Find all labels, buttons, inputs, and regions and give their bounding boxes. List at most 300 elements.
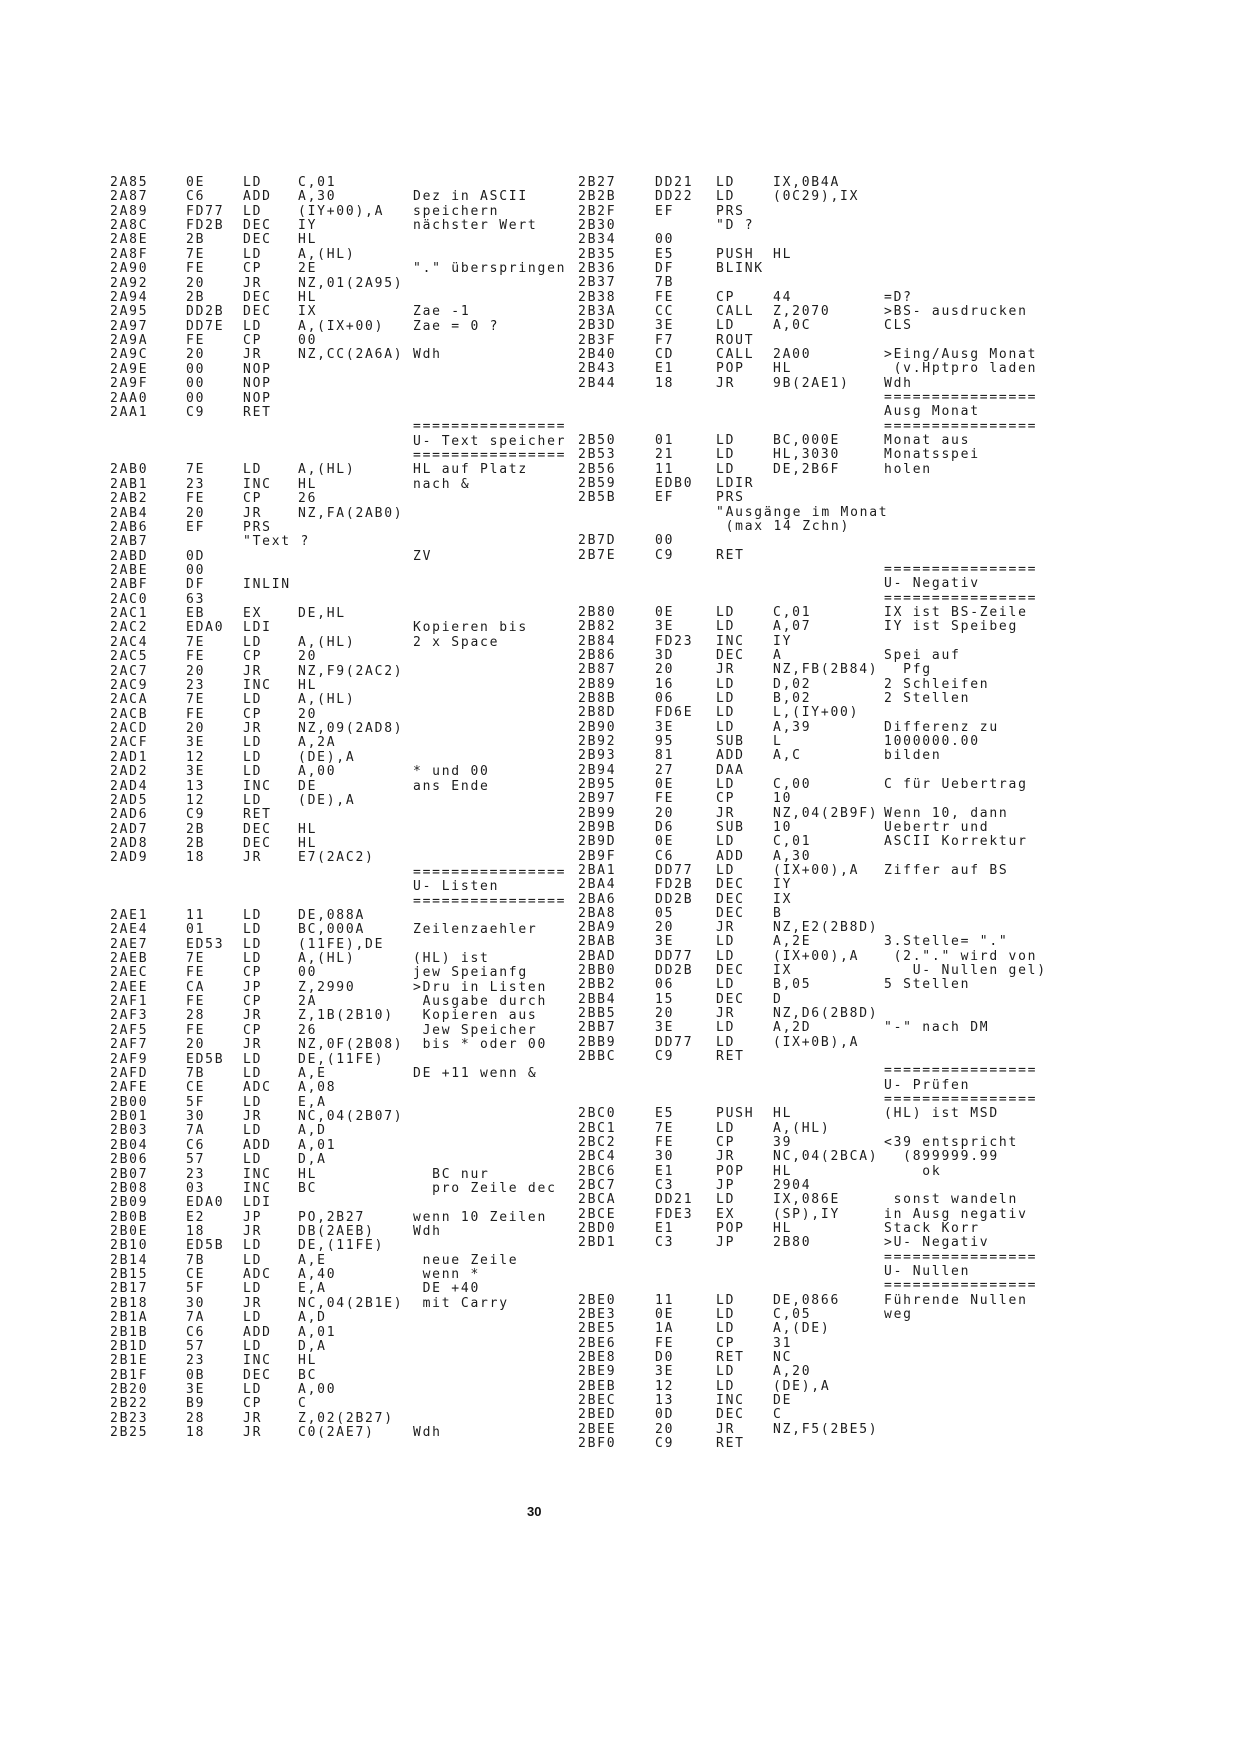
address-cell: 2BA9 <box>578 920 617 936</box>
listing-line <box>110 765 580 780</box>
address-cell: 2B93 <box>578 748 617 764</box>
comment-cell: Differenz zu <box>884 719 999 735</box>
address-cell: 2B44 <box>578 375 617 391</box>
comment-cell: ok <box>884 1163 942 1179</box>
address-cell: 2AF9 <box>110 1051 149 1067</box>
operand-cell: A,00 <box>298 1382 337 1398</box>
listing-line <box>578 878 1228 893</box>
opcode-cell: 18 <box>186 1425 206 1441</box>
comment-cell: ASCII Korrektur <box>884 834 1028 850</box>
opcode-cell: FE <box>655 1135 675 1151</box>
operand-cell: C,01 <box>298 175 337 190</box>
operand-cell: IY <box>298 218 318 234</box>
operand-cell: HL <box>298 821 318 837</box>
address-cell: 2AD5 <box>110 792 149 808</box>
address-cell: 2BA1 <box>578 862 617 878</box>
address-cell: 2A8E <box>110 232 149 248</box>
mnemonic-cell: DEC <box>243 218 272 234</box>
mnemonic-cell: PUSH <box>716 1106 755 1122</box>
listing-line <box>110 1297 580 1312</box>
opcode-cell: 0D <box>655 1407 675 1423</box>
address-cell: 2BE9 <box>578 1364 617 1380</box>
mnemonic-cell: LD <box>243 203 263 219</box>
address-cell: 2AC7 <box>110 663 149 679</box>
operand-cell: A,2D <box>773 1020 812 1036</box>
comment-cell: 2 Schleifen <box>884 676 990 692</box>
operand-cell: HL <box>298 1166 318 1182</box>
opcode-cell: 2B <box>186 821 206 837</box>
comment-cell: wenn * <box>413 1267 481 1283</box>
address-cell: 2BAD <box>578 948 617 964</box>
mnemonic-cell: RET <box>716 1436 745 1452</box>
mnemonic-cell: CP <box>243 333 263 349</box>
mnemonic-cell: JR <box>243 1008 263 1024</box>
comment-cell: Zae -1 <box>413 304 471 320</box>
operand-cell: L <box>773 733 783 749</box>
opcode-cell: 0E <box>186 175 206 190</box>
comment-cell: (2."." wird von <box>884 948 1038 964</box>
comment-cell: Jew Speicher <box>413 1022 538 1038</box>
opcode-cell: 57 <box>186 1338 206 1354</box>
mnemonic-cell: JR <box>243 1037 263 1053</box>
comment-cell: Monatsspei <box>884 447 980 463</box>
mnemonic-cell: LD <box>716 432 736 448</box>
operand-cell: DE <box>773 1393 793 1409</box>
operand-cell: NZ,09(2AD8) <box>298 721 404 737</box>
mnemonic-cell: JR <box>243 1224 263 1239</box>
opcode-cell: 2B <box>186 232 206 248</box>
listing-line <box>578 1380 1228 1395</box>
mnemonic-cell: POP <box>716 1221 745 1237</box>
mnemonic-cell: LD <box>243 907 263 923</box>
mnemonic-cell: ROUT <box>716 332 755 348</box>
opcode-cell: 12 <box>186 792 206 808</box>
mnemonic-cell: LD <box>243 318 263 334</box>
comment-cell: Wdh <box>413 1425 442 1441</box>
address-cell: 2BCE <box>578 1206 617 1222</box>
operand-cell: A,30 <box>298 189 337 205</box>
operand-cell: C,05 <box>773 1307 812 1323</box>
opcode-cell: 3D <box>655 647 675 663</box>
opcode-cell: FE <box>655 1335 675 1351</box>
opcode-cell: C9 <box>655 547 675 563</box>
mnemonic-cell: LD <box>243 1338 263 1354</box>
listing-line <box>110 1326 580 1341</box>
address-cell: 2AB1 <box>110 476 149 492</box>
comment-cell: nächster Wert <box>413 218 538 234</box>
comment-cell: mit Carry <box>413 1295 509 1311</box>
comment-cell: ================ <box>884 389 1038 405</box>
comment-cell: U- Listen <box>413 879 500 895</box>
opcode-cell: E5 <box>655 246 675 262</box>
address-cell: 2B08 <box>110 1180 149 1196</box>
opcode-cell: 0E <box>655 776 675 792</box>
mnemonic-cell: ADD <box>243 189 272 205</box>
opcode-cell: 05 <box>655 905 675 921</box>
address-cell: 2BC6 <box>578 1163 617 1179</box>
listing-line <box>110 808 580 823</box>
address-cell: 2AF1 <box>110 994 149 1010</box>
listing-line <box>578 491 1228 506</box>
operand-cell: D,02 <box>773 676 812 692</box>
comment-cell: Zae = 0 ? <box>413 318 500 334</box>
operand-cell: A,(HL) <box>298 950 356 966</box>
address-cell: 2AEB <box>110 950 149 966</box>
address-cell: 2B06 <box>110 1152 149 1168</box>
operand-cell: (SP),IY <box>773 1206 841 1222</box>
operand-cell: B,05 <box>773 977 812 993</box>
address-cell: 2BE8 <box>578 1350 617 1366</box>
mnemonic-cell: LD <box>716 676 736 692</box>
mnemonic-cell: CP <box>716 791 736 807</box>
opcode-cell: 20 <box>186 1037 206 1053</box>
address-cell: 2B50 <box>578 432 617 448</box>
address-cell: 2B53 <box>578 447 617 463</box>
opcode-cell: FE <box>655 289 675 305</box>
opcode-cell: ED5B <box>186 1238 225 1254</box>
listing-line <box>110 751 580 766</box>
address-cell: 2B15 <box>110 1267 149 1283</box>
address-cell: 2AC5 <box>110 649 149 665</box>
address-cell: 2AC1 <box>110 606 149 622</box>
mnemonic-cell: DEC <box>716 963 745 979</box>
address-cell: 2BB0 <box>578 963 617 979</box>
mnemonic-cell: NOP <box>243 361 272 377</box>
mnemonic-cell: DEC <box>716 991 745 1007</box>
comment-cell: Stack Korr <box>884 1221 980 1237</box>
mnemonic-cell: BLINK <box>716 260 764 276</box>
operand-cell: IX <box>773 963 793 979</box>
opcode-cell: 11 <box>186 907 206 923</box>
comment-cell: holen <box>884 461 932 477</box>
listing-line <box>578 1036 1228 1051</box>
comment-cell: U- Nullen <box>884 1264 971 1280</box>
operand-cell: (IY+00),A <box>298 203 385 219</box>
listing-line <box>578 477 1228 492</box>
address-cell: 2B86 <box>578 647 617 663</box>
opcode-cell: 3E <box>655 1364 675 1380</box>
address-cell: 2BC7 <box>578 1178 617 1194</box>
comment-cell: * und 00 <box>413 764 490 780</box>
listing-line <box>110 1383 580 1398</box>
listing-line <box>110 550 580 565</box>
mnemonic-cell: LD <box>243 1310 263 1326</box>
comment-cell: ================ <box>413 419 567 435</box>
opcode-cell: FD6E <box>655 705 694 721</box>
listing-line <box>110 478 580 493</box>
listing-line <box>578 262 1228 277</box>
operand-cell: HL <box>298 289 318 305</box>
operand-cell: NZ,0F(2B08) <box>298 1037 404 1053</box>
operand-cell: C <box>298 1396 308 1412</box>
address-cell: 2B0E <box>110 1224 149 1239</box>
opcode-cell: EDB0 <box>655 475 694 491</box>
address-cell: 2B43 <box>578 361 617 377</box>
operand-cell: E,A <box>298 1281 327 1297</box>
address-cell: 2ACF <box>110 735 149 751</box>
opcode-cell: 7A <box>186 1123 206 1139</box>
mnemonic-cell: JR <box>716 1149 736 1165</box>
mnemonic-cell: DEC <box>716 891 745 907</box>
operand-cell: A,30 <box>773 848 812 864</box>
address-cell: 2AD6 <box>110 807 149 823</box>
listing-line <box>578 1165 1228 1180</box>
address-cell: 2AB7 <box>110 534 149 550</box>
comment-cell: U- Negativ <box>884 576 980 592</box>
operand-cell: C0(2AE7) <box>298 1425 375 1441</box>
opcode-cell: 11 <box>655 1292 675 1308</box>
mnemonic-cell: LD <box>243 1152 263 1168</box>
opcode-cell: DD77 <box>655 1034 694 1050</box>
mnemonic-cell: JR <box>243 1425 263 1441</box>
operand-cell: IY <box>773 633 793 649</box>
opcode-cell: DD21 <box>655 1192 694 1208</box>
opcode-cell: 01 <box>186 922 206 938</box>
opcode-cell: C9 <box>186 404 206 420</box>
opcode-cell: EF <box>186 519 206 535</box>
listing-line <box>578 1408 1228 1423</box>
operand-cell: A,01 <box>298 1324 337 1340</box>
address-cell: 2BEC <box>578 1393 617 1409</box>
operand-cell: NZ,04(2B9F) <box>773 805 879 821</box>
address-cell: 2B59 <box>578 475 617 491</box>
mnemonic-cell: LD <box>716 977 736 993</box>
mnemonic-cell: LD <box>716 461 736 477</box>
mnemonic-cell: INLIN <box>243 577 291 593</box>
mnemonic-cell: DEC <box>243 836 272 852</box>
listing-line <box>578 778 1228 793</box>
mnemonic-cell: POP <box>716 361 745 377</box>
address-cell: 2B1A <box>110 1310 149 1326</box>
opcode-cell: 01 <box>655 432 675 448</box>
operand-cell: HL <box>773 246 793 262</box>
opcode-cell: 7E <box>186 634 206 650</box>
mnemonic-cell: LD <box>243 749 263 765</box>
address-cell: 2BC2 <box>578 1135 617 1151</box>
operand-cell: 00 <box>298 333 318 349</box>
opcode-cell: 18 <box>655 375 675 391</box>
operand-cell: BC <box>298 1367 318 1383</box>
opcode-cell: CE <box>186 1080 206 1096</box>
comment-cell: 1000000.00 <box>884 733 980 749</box>
listing-line <box>110 320 580 335</box>
comment-cell: speichern <box>413 203 500 219</box>
listing-line <box>110 665 580 680</box>
mnemonic-cell: ADD <box>243 1137 272 1153</box>
mnemonic-cell: LD <box>243 692 263 708</box>
opcode-cell: C3 <box>655 1235 675 1251</box>
mnemonic-cell: JP <box>716 1235 736 1251</box>
mnemonic-cell: ADD <box>243 1324 272 1340</box>
mnemonic-cell: INC <box>243 1180 272 1196</box>
operand-cell: E7(2AC2) <box>298 850 375 866</box>
address-cell: 2B5B <box>578 490 617 506</box>
listing-line <box>578 520 1228 535</box>
operand-cell: 20 <box>298 649 318 665</box>
address-cell: 2AD2 <box>110 764 149 780</box>
address-cell: 2ABF <box>110 577 149 593</box>
mnemonic-cell: JR <box>716 375 736 391</box>
address-cell: 2BB5 <box>578 1006 617 1022</box>
address-cell: 2BA4 <box>578 877 617 893</box>
listing-line <box>110 1110 580 1125</box>
operand-cell: A,(HL) <box>298 462 356 478</box>
comment-cell: 5 Stellen <box>884 977 971 993</box>
opcode-cell: 30 <box>655 1149 675 1165</box>
listing-line <box>110 1354 580 1369</box>
comment-cell: <39 entspricht <box>884 1135 1019 1151</box>
operand-cell: (IX+0B),A <box>773 1034 860 1050</box>
opcode-cell: 7B <box>186 1065 206 1081</box>
operand-cell: HL <box>773 1106 793 1122</box>
address-cell: 2B90 <box>578 719 617 735</box>
operand-cell: 20 <box>298 706 318 722</box>
opcode-cell: D0 <box>655 1350 675 1366</box>
listing-line <box>110 794 580 809</box>
mnemonic-cell: LD <box>716 1120 736 1136</box>
opcode-cell: 7E <box>186 246 206 262</box>
address-cell: 2B40 <box>578 346 617 362</box>
comment-cell: U- Prüfen <box>884 1077 971 1093</box>
comment-cell: ================ <box>884 590 1038 606</box>
mnemonic-cell: JR <box>243 1295 263 1311</box>
listing-line <box>578 1351 1228 1366</box>
mnemonic-cell: JR <box>243 347 263 363</box>
opcode-cell: CE <box>186 1267 206 1283</box>
operand-cell: A,C <box>773 748 802 764</box>
address-cell: 2AD7 <box>110 821 149 837</box>
comment-cell: U- Nullen gel) <box>884 963 1047 979</box>
mnemonic-cell: CP <box>243 994 263 1010</box>
address-cell: 2ACB <box>110 706 149 722</box>
listing-line <box>110 1081 580 1096</box>
listing-line <box>110 1268 580 1283</box>
listing-line <box>110 564 580 579</box>
listing-line <box>578 248 1228 263</box>
mnemonic-cell: CP <box>243 649 263 665</box>
comment-cell: >Eing/Ausg Monat <box>884 346 1038 362</box>
opcode-cell: 5F <box>186 1281 206 1297</box>
address-cell: 2B56 <box>578 461 617 477</box>
listing-line <box>578 506 1228 521</box>
mnemonic-cell: DEC <box>243 304 272 320</box>
comment-cell: Zeilenzaehler <box>413 922 538 938</box>
mnemonic-cell: DEC <box>716 1407 745 1423</box>
address-cell: 2AC2 <box>110 620 149 636</box>
address-cell: 2AA1 <box>110 404 149 420</box>
comment-cell: (v.Hptpro laden <box>884 361 1038 377</box>
address-cell: 2B23 <box>110 1410 149 1426</box>
address-cell: 2AA0 <box>110 390 149 406</box>
opcode-cell: FD2B <box>655 877 694 893</box>
operand-cell: 9B(2AE1) <box>773 375 850 391</box>
mnemonic-cell: CP <box>243 965 263 981</box>
operand-cell: A,E <box>298 1252 327 1268</box>
address-cell: 2AF3 <box>110 1008 149 1024</box>
address-cell: 2B10 <box>110 1238 149 1254</box>
mnemonic-cell: PRS <box>243 519 272 535</box>
mnemonic-cell: CP <box>243 1022 263 1038</box>
listing-line <box>110 880 580 895</box>
mnemonic-cell: JR <box>243 1109 263 1125</box>
address-cell: 2B0B <box>110 1209 149 1225</box>
comment-cell: Monat aus <box>884 432 971 448</box>
opcode-cell: FE <box>186 994 206 1010</box>
comment-cell: Uebertr und <box>884 819 990 835</box>
mnemonic-cell: LDI <box>243 1195 272 1211</box>
address-cell: 2BE0 <box>578 1292 617 1308</box>
opcode-cell: FDE3 <box>655 1206 694 1222</box>
mnemonic-cell: LD <box>716 1307 736 1323</box>
comment-cell: Wdh <box>884 375 913 391</box>
operand-cell: A,(DE) <box>773 1321 831 1337</box>
mnemonic-cell: DEC <box>243 821 272 837</box>
mnemonic-cell: LD <box>243 764 263 780</box>
address-cell: 2B00 <box>110 1094 149 1110</box>
address-cell: 2B9F <box>578 848 617 864</box>
listing-line <box>110 1038 580 1053</box>
mnemonic-cell: EX <box>716 1206 736 1222</box>
operand-cell: (IX+00),A <box>773 862 860 878</box>
address-cell: 2AF5 <box>110 1022 149 1038</box>
comment-cell: C für Uebertrag <box>884 776 1028 792</box>
opcode-cell: 20 <box>186 275 206 291</box>
mnemonic-cell: CP <box>716 289 736 305</box>
opcode-cell: 7B <box>186 1252 206 1268</box>
opcode-cell: B9 <box>186 1396 206 1412</box>
mnemonic-cell: LD <box>243 246 263 262</box>
address-cell: 2B17 <box>110 1281 149 1297</box>
comment-cell: nach & <box>413 476 471 492</box>
opcode-cell: FE <box>186 333 206 349</box>
opcode-cell: 13 <box>186 778 206 794</box>
mnemonic-cell: LD <box>716 934 736 950</box>
address-cell: 2B89 <box>578 676 617 692</box>
address-cell: 2B87 <box>578 662 617 678</box>
address-cell: 2B14 <box>110 1252 149 1268</box>
operand-cell: Z,02(2B27) <box>298 1410 394 1426</box>
mnemonic-cell: INC <box>243 778 272 794</box>
operand-cell: 2904 <box>773 1178 812 1194</box>
operand-cell: HL <box>773 361 793 377</box>
mnemonic-cell: CP <box>243 706 263 722</box>
opcode-cell: 57 <box>186 1152 206 1168</box>
opcode-cell: 0B <box>186 1367 206 1383</box>
listing-line <box>110 535 580 550</box>
address-cell: 2B1E <box>110 1353 149 1369</box>
comment-cell: ================ <box>413 448 567 464</box>
address-cell: 2AEC <box>110 965 149 981</box>
opcode-cell: 95 <box>655 733 675 749</box>
mnemonic-cell: INC <box>243 1353 272 1369</box>
listing-line <box>578 1107 1228 1122</box>
comment-cell: >Dru in Listen <box>413 979 548 995</box>
opcode-cell: 7B <box>655 275 675 291</box>
operand-cell: C,01 <box>773 834 812 850</box>
comment-cell: U- Text speicher <box>413 433 567 449</box>
operand-cell: A,(HL) <box>298 246 356 262</box>
listing-line <box>110 262 580 277</box>
listing-line <box>578 319 1228 334</box>
operand-cell: NZ,F9(2AC2) <box>298 663 404 679</box>
mnemonic-cell: LD <box>243 1123 263 1139</box>
mnemonic-cell: LD <box>716 705 736 721</box>
opcode-cell: 00 <box>186 562 206 578</box>
mnemonic-cell: ADC <box>243 1080 272 1096</box>
listing-line <box>578 893 1228 908</box>
address-cell: 2AB4 <box>110 505 149 521</box>
address-cell: 2BD0 <box>578 1221 617 1237</box>
